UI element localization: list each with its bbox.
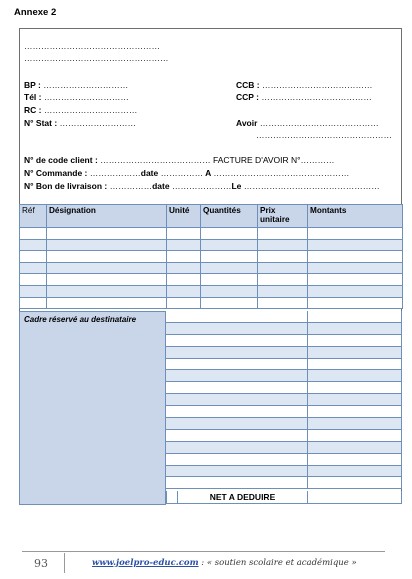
rc-field: RC : …………………………… <box>24 105 138 115</box>
avoir-field: Avoir …………………………………… <box>236 118 379 128</box>
ccb-field: CCB : ………………………………… <box>236 80 373 90</box>
table-row <box>20 251 403 263</box>
table-row <box>20 228 403 240</box>
page-number: 93 <box>34 557 48 570</box>
summary-row <box>166 311 402 323</box>
footer-separator <box>64 553 65 573</box>
summary-row <box>166 406 402 418</box>
items-table <box>19 204 403 309</box>
footer-divider <box>22 551 385 552</box>
summary-row <box>166 477 402 489</box>
summary-grid <box>166 311 402 489</box>
table-row <box>20 297 403 309</box>
summary-row <box>166 430 402 442</box>
commande-field: N° Commande : ………………date …………… A ………………………………………… <box>24 168 350 178</box>
footer-text <box>92 558 357 568</box>
summary-row <box>166 347 402 359</box>
summary-row <box>166 382 402 394</box>
table-header-row <box>20 205 403 228</box>
footer-site-link[interactable]: www.joelpro-educ.com <box>92 558 199 568</box>
summary-row <box>166 335 402 347</box>
livraison-field: N° Bon de livraison : ……………date …………………Le ………………………………………… <box>24 181 380 191</box>
summary-row <box>166 370 402 382</box>
table-row <box>20 285 403 297</box>
net-a-deduire-label: NET A DEDUIRE <box>178 491 308 504</box>
client-code-field: N° de code client : ………………………………… FACTURE D'AVOIR N°………… <box>24 155 335 165</box>
bp-field: BP : ………………………… <box>24 80 129 90</box>
table-row <box>20 274 403 286</box>
recipient-reserved-box: Cadre réservé au destinataire <box>19 311 166 505</box>
header-dots-line-1: ………………………………………… <box>24 41 160 51</box>
stat-field: N° Stat : ……………………… <box>24 118 137 128</box>
col-montants: Montants <box>308 205 403 228</box>
col-unite: Unité <box>167 205 201 228</box>
header-dots-line-2: …………………………………………… <box>24 53 169 63</box>
tel-field: Tél : ………………………… <box>24 92 129 102</box>
summary-row <box>166 394 402 406</box>
col-ref: Réf <box>20 205 47 228</box>
col-quantites: Quantités <box>201 205 258 228</box>
ccp-field: CCP : ………………………………… <box>236 92 372 102</box>
footer-tagline: : « soutien scolaire et académique » <box>198 558 357 568</box>
summary-row <box>166 323 402 335</box>
summary-row <box>166 418 402 430</box>
table-row <box>20 239 403 251</box>
annex-title: Annexe 2 <box>14 7 57 18</box>
net-a-deduire-row <box>166 491 402 504</box>
col-designation: Désignation <box>47 205 167 228</box>
net-a-deduire-value <box>308 491 402 504</box>
col-prix-unitaire: Prix unitaire <box>258 205 308 228</box>
summary-row <box>166 454 402 466</box>
avoir-dots-line-2: ………………………………………… <box>256 130 392 140</box>
summary-row <box>166 359 402 371</box>
summary-row <box>166 466 402 478</box>
table-row <box>20 262 403 274</box>
summary-row <box>166 442 402 454</box>
